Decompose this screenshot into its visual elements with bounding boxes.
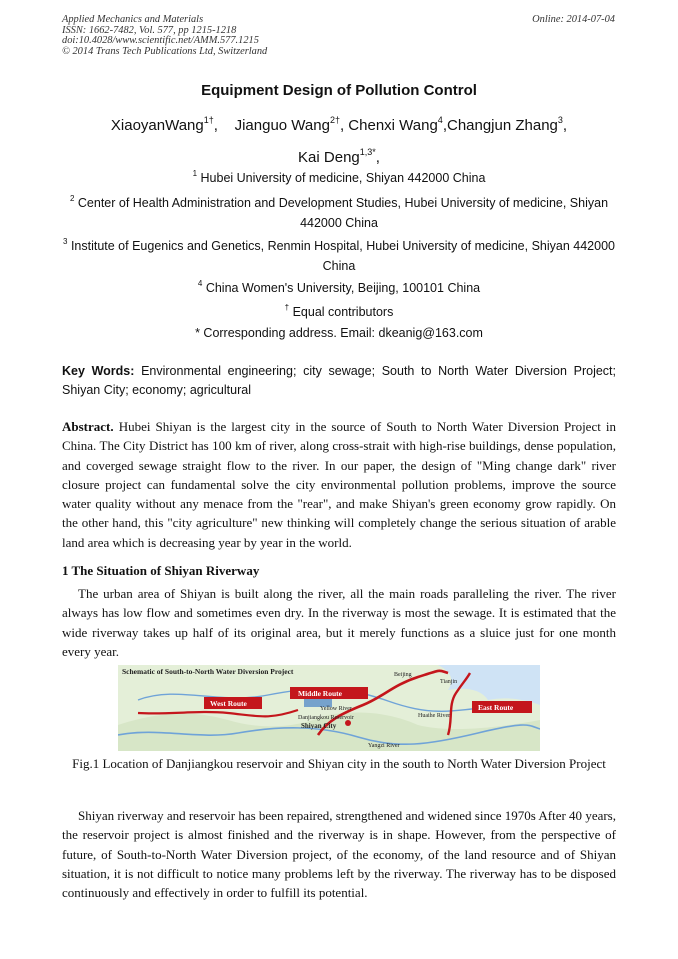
author-name: Chenxi Wang bbox=[348, 117, 438, 134]
author-name: Changjun Zhang bbox=[446, 117, 558, 134]
author-name: Jianguo Wang bbox=[234, 117, 330, 134]
affiliation-2 bbox=[62, 189, 616, 233]
author-affiliation-mark: 2† bbox=[329, 115, 340, 125]
author-name: XiaoyanWang bbox=[110, 117, 204, 134]
corresponding-address bbox=[62, 323, 616, 343]
affiliation-text: Institute of Eugenics and Genetics, Renmin Hospital, Hubei University of medicine, Shiyan 442000 China bbox=[70, 239, 615, 273]
keywords bbox=[62, 362, 616, 400]
affiliation-1 bbox=[62, 164, 616, 188]
east-route-label: East Route bbox=[478, 703, 514, 712]
affiliation-mark: 4 bbox=[197, 279, 203, 288]
map-title: Schematic of South-to-North Water Diversion Project bbox=[122, 667, 294, 676]
affiliation-text: China Women's University, Beijing, 100101 China bbox=[205, 281, 481, 295]
yangzi-river-label: Yangzi River bbox=[368, 743, 400, 749]
affiliation-text: * Corresponding address. Email: dkeanig@163.com bbox=[195, 326, 483, 340]
affiliation-mark: † bbox=[284, 303, 290, 312]
doi-line: doi:10.4028/www.scientific.net/AMM.577.1215 bbox=[62, 35, 259, 46]
yellow-river-label: Yellow River bbox=[320, 706, 352, 712]
journal-name: Applied Mechanics and Materials bbox=[62, 14, 204, 25]
affiliation-mark: 2 bbox=[69, 194, 75, 203]
beijing-label: Beijing bbox=[394, 672, 412, 678]
abstract bbox=[62, 417, 616, 552]
journal-header bbox=[62, 15, 267, 57]
author-affiliation-mark: 1† bbox=[203, 115, 214, 125]
affiliation-mark: 3 bbox=[63, 237, 68, 246]
affiliation-text: Equal contributors bbox=[292, 305, 394, 319]
affiliation-mark: 1 bbox=[192, 169, 198, 178]
affiliation-3 bbox=[62, 232, 616, 276]
section-heading: 1 The Situation of Shiyan Riverway bbox=[62, 563, 260, 578]
author-affiliation-mark: 3 bbox=[557, 115, 563, 125]
online-date: Online: 2014-07-04 bbox=[532, 14, 615, 25]
abstract-label: Abstract. bbox=[62, 419, 114, 434]
affiliation-4 bbox=[62, 274, 616, 298]
shiyan-city-label: Shiyan City bbox=[301, 722, 337, 730]
keywords-text: Environmental engineering; city sewage; South to North Water Diversion Project; Shiyan City; economy; agricultural bbox=[62, 364, 616, 397]
section-paragraph: Shiyan riverway and reservoir has been repaired, strengthened and widened since 1970s After 40 years, the reservoir project is almost finished and the riverway is in shape. However, from the perspective of future, of South-to-North Water Diversion project, of the economy, of the land resource and of Shiyan situation, it is not difficult to notice many problems left by the riverway. The riverway has to be disposed continuously and effectively in order to fulfill its potential. bbox=[62, 808, 616, 901]
huaihe-river-label: Huaihe River bbox=[418, 713, 451, 719]
section-paragraph: The urban area of Shiyan is built along the river, all the main roads paralleling the river. The river always has low flow and sometimes even dry. In the riverway is most the sewage. It is estimated that the wide riverway takes up half of its original area, but it merely functions as a sluice just for one month every year. bbox=[62, 586, 616, 659]
author-affiliation-mark: 1,3* bbox=[359, 147, 376, 157]
west-route-label: West Route bbox=[210, 699, 247, 708]
affiliation-text: Hubei University of medicine, Shiyan 442000 China bbox=[200, 171, 486, 185]
middle-route-label: Middle Route bbox=[298, 689, 342, 698]
abstract-text: Hubei Shiyan is the largest city in the source of South to North Water Diversion Project in China. The City District has 100 km of river, along cross-strait with high-rise buildings, dense population, and coverged sewage straight flow to the river. In our paper, the design of "Ming change dark" river closure project can fundamental solve the city environmental pollution problems, improve the source water quality without any menace from the "rear", and make Shiyan's green economy grow rapidly. On the other hand, this "city agriculture" new thinking will completely change the serious situation of arable land area which is decreasing year by year in the world. bbox=[62, 419, 616, 550]
author-affiliation-mark: 4 bbox=[437, 115, 443, 125]
reservoir-label: Danjiangkou Reservoir bbox=[298, 715, 354, 721]
diversion-project-map bbox=[118, 665, 540, 751]
tianjin-label: Tianjin bbox=[440, 679, 458, 685]
figure-caption: Fig.1 Location of Danjiangkou reservoir and Shiyan city in the south to North Water Diversion Project bbox=[72, 756, 606, 771]
affiliation-text: Center of Health Administration and Development Studies, Hubei University of medicine, Shiyan 442000 China bbox=[77, 196, 609, 230]
equal-contributors-note bbox=[62, 298, 616, 322]
keywords-label: Key Words: bbox=[62, 364, 135, 378]
issn-line: ISSN: 1662-7482, Vol. 577, pp 1215-1218 bbox=[62, 24, 237, 36]
copyright-line: © 2014 Trans Tech Publications Ltd, Switzerland bbox=[62, 45, 268, 57]
paper-title: Equipment Design of Pollution Control bbox=[201, 82, 477, 99]
author-name: Kai Deng bbox=[298, 149, 360, 166]
author-list: XiaoyanWang$^{1\dagger}$, Jianguo Wang$^{2\dagger}$, Chenxi Wang$^4$,Changjun Zhang$^3$, Kai Deng$^{1,3*}$, bbox=[110, 115, 568, 166]
